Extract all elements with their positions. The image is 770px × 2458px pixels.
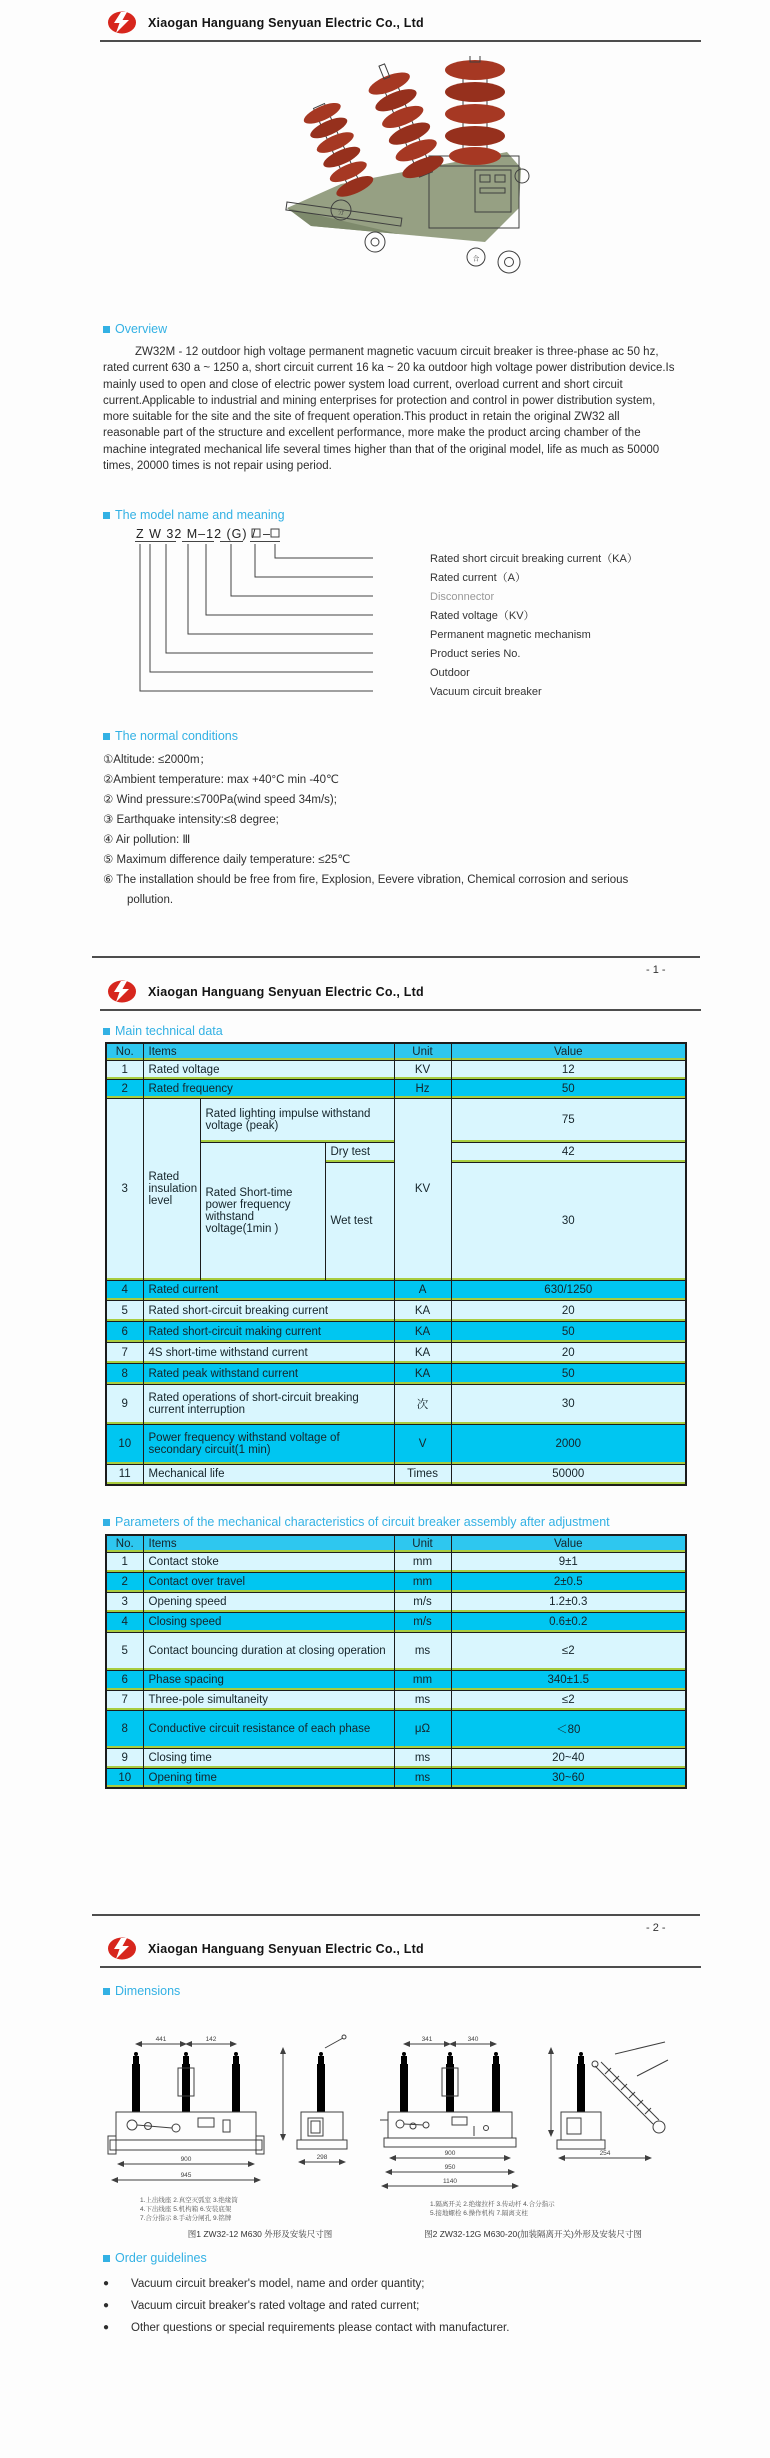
dim-label: 900 (180, 2156, 192, 2163)
cell-no: 3 (106, 1098, 143, 1280)
order-item-text: Vacuum circuit breaker's model, name and order quantity; (131, 2278, 425, 2290)
cell-item: Rated short-circuit breaking current (143, 1300, 394, 1321)
col-value: Value (451, 1535, 686, 1552)
bullet-icon: ● (103, 2300, 110, 2311)
cell-unit: KA (394, 1342, 451, 1363)
cell-unit: KV (394, 1060, 451, 1079)
cell-unit: mm (394, 1572, 451, 1592)
parts-line: 1.上出线座 2.真空灭弧室 3.绝缘筒 (140, 2197, 238, 2204)
order-heading (103, 2251, 207, 2265)
table-header-row (106, 1535, 686, 1552)
model-label: Rated current（A） (430, 572, 526, 584)
cell-no: 9 (106, 1384, 143, 1424)
overview-title: Overview (115, 322, 168, 336)
cell-item: Three-pole simultaneity (143, 1690, 394, 1710)
table-row (106, 1464, 686, 1485)
table-row (106, 1280, 686, 1300)
cell-no: 8 (106, 1363, 143, 1384)
section-bullet-icon (103, 2255, 110, 2262)
cell-value: 30 (451, 1384, 686, 1424)
cell-unit: V (394, 1424, 451, 1464)
cell-unit: Hz (394, 1079, 451, 1098)
fig2-parts-list (430, 2200, 690, 2218)
cell-subitem: Rated lighting impulse withstand voltage (peak) (200, 1098, 394, 1142)
parts-line: 1.隔离开关 2.绝缘拉杆 3.传动杆 4.合分指示 (430, 2201, 555, 2208)
cell-unit: 次 (394, 1384, 451, 1424)
cell-no: 4 (106, 1280, 143, 1300)
cell-item: Contact stoke (143, 1552, 394, 1572)
cell-unit: ms (394, 1768, 451, 1788)
cell-no: 6 (106, 1321, 143, 1342)
parts-line: 4.下出线座 5.机构箱 6.安装底架 (140, 2206, 232, 2213)
table-row (106, 1060, 686, 1079)
cell-no: 1 (106, 1552, 143, 1572)
condition-item: ②Ambient temperature: max +40°C min -40℃ (103, 774, 339, 786)
tech-data-title: Main technical data (115, 1024, 223, 1038)
table-row (106, 1300, 686, 1321)
table-row (106, 1710, 686, 1748)
cell-value: 20~40 (451, 1748, 686, 1768)
cell-item: Closing speed (143, 1612, 394, 1632)
mech-params-heading (103, 1515, 610, 1529)
col-value: Value (451, 1043, 686, 1060)
cell-value: 42 (451, 1142, 686, 1162)
table-row (106, 1690, 686, 1710)
cell-no: 5 (106, 1300, 143, 1321)
cell-unit: m/s (394, 1612, 451, 1632)
cell-item: Rated voltage (143, 1060, 394, 1079)
order-item (103, 2317, 693, 2339)
model-label: Rated short circuit breaking current（KA） (430, 553, 638, 565)
company-logo-icon (106, 1936, 138, 1961)
table-row (106, 1572, 686, 1592)
table-row-insulation (106, 1098, 686, 1142)
conditions-title: The normal conditions (115, 729, 238, 743)
dim-label: 945 (180, 2172, 192, 2179)
overview-paragraph: ZW32M - 12 outdoor high voltage permanent magnetic vacuum circuit breaker is three-phase ac 50 hz, rated current 630 a ~ 1250 a, short circuit current 16 ka ~ 20 ka outdoor high voltage power distribution device.Is mainly used to open and close of electric power system load current, overload current and short circuit current.Applicable to industrial and mining enterprises for protection and control in power distribution system, more suitable for the site and the site of frequent operation.This product in retain the original ZW32 all reasonable part of the structure and excellent performance, more make the product arcing chamber of the machine integrated mechanical life several times higher than that of the original model, life as much as 50000 times, 20000 times is not repair using period. (103, 346, 675, 473)
dimensions-heading (103, 1984, 180, 1998)
page1-header (100, 6, 701, 42)
model-label: Product series No. (430, 648, 521, 660)
conditions-list (103, 750, 677, 910)
cell-value: 50 (451, 1079, 686, 1098)
order-item-text: Other questions or special requirements please contact with manufacturer. (131, 2322, 510, 2334)
company-logo-icon (106, 10, 138, 35)
table-row (106, 1321, 686, 1342)
cell-value: 12 (451, 1060, 686, 1079)
mechanical-characteristics-table (105, 1534, 687, 1789)
cell-unit: A (394, 1280, 451, 1300)
company-logo-icon (106, 979, 138, 1004)
condition-item: ④ Air pollution: Ⅲ (103, 834, 191, 846)
col-items: Items (143, 1535, 394, 1552)
model-label: Disconnector (430, 591, 495, 603)
fig1-caption: 图1 ZW32-12 M630 外形及安装尺寸图 (187, 2229, 333, 2239)
page2-header (100, 975, 701, 1011)
company-name: Xiaogan Hanguang Senyuan Electric Co., Ltd (148, 1942, 424, 1956)
cell-no: 6 (106, 1670, 143, 1690)
cell-unit: m/s (394, 1592, 451, 1612)
cell-item: Rated current (143, 1280, 394, 1300)
table-row (106, 1592, 686, 1612)
fig2-front-drawing (380, 2032, 520, 2194)
cell-no: 7 (106, 1342, 143, 1363)
dim-label: 1140 (443, 2178, 457, 2185)
model-code: Z W 32 M–12 (G) / (136, 527, 257, 541)
condition-item: ② Wind pressure:≤700Pa(wind speed 34m/s); (103, 794, 337, 806)
cell-unit: mm (394, 1552, 451, 1572)
section-bullet-icon (103, 733, 110, 740)
dim-label: 341 (421, 2036, 433, 2043)
model-label: Permanent magnetic mechanism (430, 629, 591, 641)
condition-item: ⑤ Maximum difference daily temperature: ≤25℃ (103, 854, 351, 866)
section-bullet-icon (103, 512, 110, 519)
page1-number: - 1 - (646, 964, 666, 976)
dim-label: 950 (444, 2164, 456, 2171)
cell-no: 7 (106, 1690, 143, 1710)
cell-value: 1.2±0.3 (451, 1592, 686, 1612)
cell-value: 340±1.5 (451, 1670, 686, 1690)
model-meaning-diagram (100, 524, 684, 714)
table-header-row (106, 1043, 686, 1060)
cell-value: 30~60 (451, 1768, 686, 1788)
fig2-caption: 图2 ZW32-12G M630-20(加装隔离开关)外形及安装尺寸图 (424, 2229, 642, 2239)
cell-value: 0.6±0.2 (451, 1612, 686, 1632)
cell-no: 11 (106, 1464, 143, 1485)
table-row (106, 1079, 686, 1098)
cell-value: 50000 (451, 1464, 686, 1485)
dimensions-title: Dimensions (115, 1984, 181, 1998)
cell-no: 10 (106, 1768, 143, 1788)
condition-item: ①Altitude: ≤2000m； (103, 754, 212, 766)
cell-value: ≤2 (451, 1690, 686, 1710)
dim-label: 254 (599, 2150, 611, 2157)
col-unit: Unit (394, 1535, 451, 1552)
section-bullet-icon (103, 1028, 110, 1035)
cell-item: Contact bouncing duration at closing operation (143, 1632, 394, 1670)
cell-unit: ms (394, 1690, 451, 1710)
company-name: Xiaogan Hanguang Senyuan Electric Co., Ltd (148, 16, 424, 30)
cell-value: 20 (451, 1300, 686, 1321)
fig2-side-drawing (545, 2032, 673, 2194)
condition-item: ③ Earthquake intensity:≤8 degree; (103, 814, 279, 826)
cell-value: 9±1 (451, 1552, 686, 1572)
cell-no: 5 (106, 1632, 143, 1670)
cell-no: 2 (106, 1079, 143, 1098)
cell-unit: ms (394, 1632, 451, 1670)
section-bullet-icon (103, 1519, 110, 1526)
conditions-heading (103, 729, 238, 743)
order-item (103, 2295, 693, 2317)
cell-no: 10 (106, 1424, 143, 1464)
cell-item: 4S short-time withstand current (143, 1342, 394, 1363)
cell-dry-test: Dry test (325, 1142, 394, 1162)
table-row (106, 1424, 686, 1464)
model-code-dash: – (263, 527, 271, 541)
cell-value: ≤2 (451, 1632, 686, 1670)
cell-item: Conductive circuit resistance of each phase (143, 1710, 394, 1748)
table-row (106, 1552, 686, 1572)
cell-unit: ms (394, 1748, 451, 1768)
model-label: Outdoor (430, 667, 470, 679)
condition-item: ⑥ The installation should be free from fire, Explosion, Eevere vibration, Chemical corrosion and serious pollution. (103, 874, 629, 906)
cell-unit: Times (394, 1464, 451, 1485)
cell-value: ＜80 (451, 1710, 686, 1748)
table-row (106, 1768, 686, 1788)
cell-unit: mm (394, 1670, 451, 1690)
model-heading (103, 508, 285, 522)
mech-params-title: Parameters of the mechanical characteristics of circuit breaker assembly after adjustment (115, 1515, 610, 1529)
fig1-side-drawing (275, 2032, 355, 2194)
cell-item: Contact over travel (143, 1572, 394, 1592)
cell-no: 4 (106, 1612, 143, 1632)
order-item (103, 2273, 693, 2295)
cell-no: 9 (106, 1748, 143, 1768)
cell-item: Opening time (143, 1768, 394, 1788)
table-row (106, 1384, 686, 1424)
model-label: Rated voltage（KV） (430, 610, 535, 622)
order-title: Order guidelines (115, 2251, 207, 2265)
section-bullet-icon (103, 1988, 110, 1995)
table-row (106, 1632, 686, 1670)
table-row (106, 1748, 686, 1768)
main-technical-table (105, 1042, 687, 1486)
page1-divider (92, 956, 700, 958)
order-item-text: Vacuum circuit breaker's rated voltage and rated current; (131, 2300, 420, 2312)
bullet-icon: ● (103, 2322, 110, 2333)
cell-item: Phase spacing (143, 1670, 394, 1690)
cell-no: 2 (106, 1572, 143, 1592)
cell-item: Opening speed (143, 1592, 394, 1612)
cell-unit: KA (394, 1363, 451, 1384)
cell-item: Mechanical life (143, 1464, 394, 1485)
table-row (106, 1342, 686, 1363)
cell-subitem: Rated Short-time power frequency withstand voltage(1min ) (200, 1142, 325, 1280)
col-items: Items (143, 1043, 394, 1060)
cell-no: 3 (106, 1592, 143, 1612)
cell-group: Rated insulation level (143, 1098, 200, 1280)
dim-label: 441 (155, 2036, 167, 2043)
page2-divider (92, 1914, 700, 1916)
page3-header (100, 1932, 701, 1968)
cell-value: 2000 (451, 1424, 686, 1464)
tech-data-heading (103, 1024, 223, 1038)
product-photo (279, 56, 531, 298)
table-row (106, 1670, 686, 1690)
fig1-parts-list (140, 2196, 375, 2223)
model-label: Vacuum circuit breaker (430, 686, 542, 698)
open-badge: 分 (337, 209, 345, 216)
cell-value: 50 (451, 1363, 686, 1384)
cell-item: Rated operations of short-circuit breaking current interruption (143, 1384, 394, 1424)
cell-item: Rated short-circuit making current (143, 1321, 394, 1342)
table-row (106, 1612, 686, 1632)
section-bullet-icon (103, 326, 110, 333)
bullet-icon: ● (103, 2278, 110, 2289)
col-no: No. (106, 1043, 143, 1060)
cell-wet-test: Wet test (325, 1162, 394, 1280)
fig1-front-drawing (106, 2032, 266, 2194)
dim-label: 298 (316, 2154, 328, 2161)
cell-unit: KV (394, 1098, 451, 1280)
col-no: No. (106, 1535, 143, 1552)
cell-no: 1 (106, 1060, 143, 1079)
page2-number: - 2 - (646, 1922, 666, 1934)
table-row (106, 1363, 686, 1384)
col-unit: Unit (394, 1043, 451, 1060)
cell-value: 30 (451, 1162, 686, 1280)
overview-heading (103, 322, 167, 336)
company-name: Xiaogan Hanguang Senyuan Electric Co., Ltd (148, 985, 424, 999)
cell-value: 75 (451, 1098, 686, 1142)
dim-label: 340 (467, 2036, 479, 2043)
cell-item: Closing time (143, 1748, 394, 1768)
cell-value: 630/1250 (451, 1280, 686, 1300)
cell-unit: KA (394, 1300, 451, 1321)
cell-no: 8 (106, 1710, 143, 1748)
cell-item: Rated frequency (143, 1079, 394, 1098)
dim-label: 142 (205, 2036, 217, 2043)
parts-line: 7.合分指示 8.手动分闸孔 9.铭牌 (140, 2215, 232, 2222)
cell-item: Rated peak withstand current (143, 1363, 394, 1384)
cell-item: Power frequency withstand voltage of secondary circuit(1 min) (143, 1424, 394, 1464)
order-guidelines-list (103, 2273, 693, 2339)
dim-label: 900 (444, 2150, 456, 2157)
cell-value: 50 (451, 1321, 686, 1342)
cell-unit: μΩ (394, 1710, 451, 1748)
cell-value: 2±0.5 (451, 1572, 686, 1592)
cell-value: 20 (451, 1342, 686, 1363)
close-badge: 合 (472, 255, 480, 263)
model-title: The model name and meaning (115, 508, 285, 522)
parts-line: 5.接地螺栓 6.操作机构 7.隔离支柱 (430, 2210, 528, 2217)
cell-unit: KA (394, 1321, 451, 1342)
